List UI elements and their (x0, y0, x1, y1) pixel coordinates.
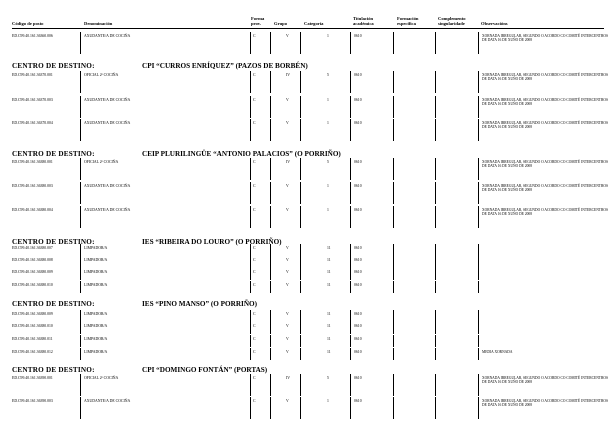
cell-code: ED.C99.40.161.36390.001 (12, 376, 53, 380)
column-divider (250, 397, 251, 419)
cell-denom: AXUDANTE/A DE COCIÑA (84, 121, 131, 125)
column-divider (435, 310, 436, 322)
column-divider (478, 374, 479, 396)
column-divider (270, 397, 271, 419)
cell-tit: 0610 (354, 73, 362, 77)
column-divider (350, 182, 351, 204)
column-divider (300, 281, 301, 293)
cell-tit: 0610 (354, 98, 362, 102)
column-divider (478, 158, 479, 180)
column-divider (435, 32, 436, 54)
cell-tit: 0610 (354, 350, 362, 354)
column-divider (350, 281, 351, 293)
column-divider (300, 374, 301, 396)
cell-denom: AXUDANTE/A DE COCIÑA (84, 184, 131, 188)
column-divider (478, 281, 479, 293)
centre-name: CPI “DOMINGO FONTÁN” (PORTAS) (142, 366, 268, 374)
column-divider (300, 335, 301, 347)
column-divider (478, 397, 479, 419)
column-divider (270, 281, 271, 293)
column-divider (478, 96, 479, 118)
cell-tit: 0610 (354, 160, 362, 164)
column-divider (350, 96, 351, 118)
column-divider (250, 158, 251, 180)
column-divider (270, 348, 271, 360)
centre-name: IES “RIBEIRA DO LOURO” (O PORRIÑO) (142, 238, 282, 246)
header-categoria: Categoría (304, 21, 324, 26)
cell-code: ED.C99.40.161.36380.004 (12, 208, 53, 212)
cell-tit: 0610 (354, 121, 362, 125)
cell-tit: 0610 (354, 246, 362, 250)
column-divider (435, 268, 436, 280)
cell-tit: 0610 (354, 324, 362, 328)
column-divider (300, 348, 301, 360)
column-divider (435, 119, 436, 141)
cell-cat: 1 (327, 208, 329, 212)
column-divider (478, 335, 479, 347)
column-divider (300, 397, 301, 419)
column-divider (80, 71, 81, 93)
cell-denom: AXUDANTE/A DE COCIÑA (84, 34, 131, 38)
cell-code: ED.C99.40.161.36380.009 (12, 312, 53, 316)
centre-name: CEIP PLURILINGÜE “ANTONIO PALACIOS” (O PORRIÑO) (142, 150, 341, 158)
column-divider (270, 71, 271, 93)
column-divider (350, 206, 351, 228)
cell-grupo: V (286, 283, 289, 287)
cell-forma: C (253, 73, 256, 77)
column-divider (250, 71, 251, 93)
cell-tit: 0610 (354, 312, 362, 316)
column-divider (80, 119, 81, 141)
column-divider (393, 32, 394, 54)
column-divider (80, 374, 81, 396)
cell-grupo: V (286, 312, 289, 316)
cell-grupo: V (286, 324, 289, 328)
column-divider (250, 335, 251, 347)
cell-denom: LIMPADOR/A (84, 270, 108, 274)
cell-forma: C (253, 324, 256, 328)
column-divider (250, 281, 251, 293)
cell-forma: C (253, 160, 256, 164)
header-grupo: Grupo (274, 21, 288, 26)
column-divider (270, 119, 271, 141)
cell-tit: 0610 (354, 283, 362, 287)
cell-cat: 1 (327, 121, 329, 125)
header-formacion-1: Formación (397, 16, 419, 21)
column-divider (435, 374, 436, 396)
cell-code: ED.C99.40.161.36380.010 (12, 283, 53, 287)
column-divider (435, 322, 436, 334)
column-divider (393, 158, 394, 180)
cell-grupo: V (286, 337, 289, 341)
column-divider (250, 32, 251, 54)
column-divider (270, 32, 271, 54)
centre-label: CENTRO DE DESTINO: (12, 238, 95, 246)
cell-cat: 1 (327, 34, 329, 38)
cell-denom: OFICIAL 2ª COCIÑA (84, 376, 119, 380)
cell-observaciones: MEDIA XORNADA (482, 350, 513, 354)
cell-tit: 0610 (354, 34, 362, 38)
column-divider (478, 32, 479, 54)
column-divider (250, 310, 251, 322)
cell-code: ED.C99.40.161.36370.003 (12, 98, 53, 102)
column-divider (435, 335, 436, 347)
column-divider (80, 206, 81, 228)
column-divider (270, 335, 271, 347)
centre-label: CENTRO DE DESTINO: (12, 150, 95, 158)
column-divider (270, 256, 271, 268)
cell-tit: 0610 (354, 208, 362, 212)
header-denominacion: Denominación (84, 21, 113, 26)
header-complemento-1: Complemento (438, 16, 466, 21)
column-divider (393, 335, 394, 347)
column-divider (80, 310, 81, 322)
column-divider (393, 119, 394, 141)
cell-denom: OFICIAL 2ª COCIÑA (84, 73, 119, 77)
centre-label: CENTRO DE DESTINO: (12, 62, 95, 70)
cell-forma: C (253, 270, 256, 274)
column-divider (435, 71, 436, 93)
cell-code: ED.C99.40.161.36360.006 (12, 34, 53, 38)
column-divider (250, 348, 251, 360)
cell-tit: 0610 (354, 270, 362, 274)
cell-cat: 1 (327, 399, 329, 403)
cell-code: ED.C99.40.161.36370.001 (12, 73, 53, 77)
cell-forma: C (253, 34, 256, 38)
column-divider (270, 96, 271, 118)
column-divider (478, 256, 479, 268)
cell-cat: 11 (327, 283, 331, 287)
column-divider (80, 397, 81, 419)
column-divider (350, 71, 351, 93)
column-divider (393, 96, 394, 118)
column-divider (435, 256, 436, 268)
column-divider (80, 348, 81, 360)
cell-cat: 11 (327, 324, 331, 328)
cell-forma: C (253, 98, 256, 102)
cell-cat: 5 (327, 376, 329, 380)
column-divider (250, 374, 251, 396)
column-divider (393, 244, 394, 256)
cell-forma: C (253, 337, 256, 341)
column-divider (300, 268, 301, 280)
cell-denom: AXUDANTE/A DE COCIÑA (84, 399, 131, 403)
column-divider (393, 348, 394, 360)
column-divider (478, 244, 479, 256)
column-divider (393, 322, 394, 334)
cell-forma: C (253, 312, 256, 316)
cell-observaciones: XORNADA IRREGULAR, SEGUNDO O ACORDO CO COMITÉ INTERCENTROS DE DATA 16 DE XUÑO DE 2008 (482, 376, 608, 385)
column-divider (393, 397, 394, 419)
column-divider (435, 96, 436, 118)
cell-denom: LIMPADOR/A (84, 324, 108, 328)
centre-name: CPI “CURROS ENRÍQUEZ” (PAZOS DE BORBÉN) (142, 62, 308, 70)
column-divider (393, 374, 394, 396)
column-divider (270, 268, 271, 280)
cell-code: ED.C99.40.161.36380.009 (12, 270, 53, 274)
cell-observaciones: XORNADA IRREGULAR, SEGUNDO O ACORDO CO COMITÉ INTERCENTROS DE DATA 16 DE XUÑO DE 2008 (482, 121, 608, 130)
cell-denom: OFICIAL 2ª COCIÑA (84, 160, 119, 164)
centre-label: CENTRO DE DESTINO: (12, 366, 95, 374)
column-divider (80, 158, 81, 180)
cell-grupo: V (286, 184, 289, 188)
cell-denom: LIMPADOR/A (84, 350, 108, 354)
cell-grupo: V (286, 399, 289, 403)
column-divider (350, 158, 351, 180)
column-divider (350, 348, 351, 360)
column-divider (435, 206, 436, 228)
column-divider (435, 397, 436, 419)
cell-grupo: IV (286, 376, 291, 380)
column-divider (393, 268, 394, 280)
header-titulacion-1: Titulación (353, 16, 374, 21)
cell-denom: LIMPADOR/A (84, 283, 108, 287)
header-observaciones: Observacións (481, 21, 508, 26)
cell-tit: 0610 (354, 399, 362, 403)
header-titulacion-2: académica (353, 21, 374, 26)
column-divider (80, 182, 81, 204)
cell-observaciones: XORNADA IRREGULAR, SEGUNDO O ACORDO CO COMITÉ INTERCENTROS DE DATA 16 DE XUÑO DE 2008 (482, 73, 608, 82)
cell-observaciones: XORNADA IRREGULAR, SEGUNDO O ACORDO CO COMITÉ INTERCENTROS DE DATA 16 DE XUÑO DE 2008 (482, 399, 608, 408)
header-forma: Forma (251, 16, 265, 21)
cell-forma: C (253, 376, 256, 380)
column-divider (478, 310, 479, 322)
column-divider (435, 281, 436, 293)
column-divider (80, 281, 81, 293)
cell-grupo: V (286, 98, 289, 102)
column-divider (350, 244, 351, 256)
column-divider (80, 96, 81, 118)
cell-grupo: V (286, 258, 289, 262)
cell-forma: C (253, 121, 256, 125)
cell-forma: C (253, 258, 256, 262)
cell-cat: 11 (327, 246, 331, 250)
column-divider (270, 374, 271, 396)
column-divider (300, 206, 301, 228)
cell-code: ED.C99.40.161.36380.010 (12, 324, 53, 328)
cell-code: ED.C99.40.161.36380.003 (12, 184, 53, 188)
column-divider (300, 310, 301, 322)
cell-forma: C (253, 208, 256, 212)
column-divider (478, 119, 479, 141)
column-divider (270, 182, 271, 204)
column-divider (80, 244, 81, 256)
column-divider (435, 244, 436, 256)
cell-observaciones: XORNADA IRREGULAR, SEGUNDO O ACORDO CO COMITÉ INTERCENTROS DE DATA 16 DE XUÑO DE 2008 (482, 160, 608, 169)
cell-observaciones: XORNADA IRREGULAR, SEGUNDO O ACORDO CO COMITÉ INTERCENTROS DE DATA 16 DE XUÑO DE 2008 (482, 34, 608, 43)
column-divider (350, 32, 351, 54)
column-divider (250, 182, 251, 204)
column-divider (270, 322, 271, 334)
column-divider (393, 310, 394, 322)
header-complemento-2: singularidade (438, 21, 465, 26)
cell-grupo: V (286, 246, 289, 250)
cell-denom: LIMPADOR/A (84, 337, 108, 341)
column-divider (478, 348, 479, 360)
cell-cat: 5 (327, 73, 329, 77)
column-divider (350, 310, 351, 322)
cell-forma: C (253, 350, 256, 354)
centre-name: IES “PINO MANSO” (O PORRIÑO) (142, 300, 258, 308)
column-divider (80, 32, 81, 54)
column-divider (393, 256, 394, 268)
column-divider (270, 206, 271, 228)
cell-grupo: V (286, 270, 289, 274)
header-formacion-2: específica (397, 21, 416, 26)
column-divider (270, 310, 271, 322)
header-rule (12, 28, 604, 29)
column-divider (300, 158, 301, 180)
column-divider (250, 322, 251, 334)
column-divider (80, 322, 81, 334)
cell-code: ED.C99.40.161.36380.008 (12, 258, 53, 262)
column-divider (478, 322, 479, 334)
cell-denom: LIMPADOR/A (84, 258, 108, 262)
column-divider (393, 281, 394, 293)
cell-cat: 11 (327, 270, 331, 274)
column-divider (350, 256, 351, 268)
column-divider (350, 335, 351, 347)
cell-forma: C (253, 283, 256, 287)
column-divider (250, 268, 251, 280)
column-divider (350, 268, 351, 280)
column-divider (300, 256, 301, 268)
column-divider (250, 244, 251, 256)
cell-forma: C (253, 184, 256, 188)
cell-code: ED.C99.40.161.36380.007 (12, 246, 53, 250)
cell-cat: 11 (327, 350, 331, 354)
centre-label: CENTRO DE DESTINO: (12, 300, 95, 308)
cell-cat: 11 (327, 258, 331, 262)
cell-cat: 11 (327, 337, 331, 341)
column-divider (250, 96, 251, 118)
column-divider (300, 182, 301, 204)
column-divider (435, 182, 436, 204)
column-divider (300, 119, 301, 141)
cell-tit: 0610 (354, 258, 362, 262)
column-divider (393, 182, 394, 204)
cell-tit: 0610 (354, 376, 362, 380)
column-divider (350, 322, 351, 334)
column-divider (300, 96, 301, 118)
cell-grupo: V (286, 121, 289, 125)
cell-denom: AXUDANTE/A DE COCIÑA (84, 208, 131, 212)
cell-cat: 1 (327, 98, 329, 102)
column-divider (250, 119, 251, 141)
column-divider (270, 158, 271, 180)
column-divider (300, 244, 301, 256)
column-divider (250, 256, 251, 268)
cell-grupo: V (286, 34, 289, 38)
cell-grupo: V (286, 208, 289, 212)
column-divider (300, 322, 301, 334)
cell-cat: 5 (327, 160, 329, 164)
cell-grupo: IV (286, 73, 291, 77)
column-divider (80, 256, 81, 268)
cell-grupo: V (286, 350, 289, 354)
column-divider (435, 348, 436, 360)
cell-denom: AXUDANTE/A DE COCIÑA (84, 98, 131, 102)
column-divider (300, 71, 301, 93)
column-divider (478, 71, 479, 93)
column-divider (270, 244, 271, 256)
cell-cat: 1 (327, 184, 329, 188)
cell-observaciones: XORNADA IRREGULAR, SEGUNDO O ACORDO CO COMITÉ INTERCENTROS DE DATA 16 DE XUÑO DE 2008 (482, 208, 608, 217)
cell-code: ED.C99.40.161.36370.004 (12, 121, 53, 125)
column-divider (435, 158, 436, 180)
cell-grupo: IV (286, 160, 291, 164)
column-divider (393, 206, 394, 228)
cell-code: ED.C99.40.161.36380.012 (12, 350, 53, 354)
cell-code: ED.C99.40.161.36380.001 (12, 160, 53, 164)
column-divider (478, 182, 479, 204)
cell-code: ED.C99.40.161.36390.003 (12, 399, 53, 403)
column-divider (80, 335, 81, 347)
column-divider (350, 119, 351, 141)
column-divider (478, 206, 479, 228)
column-divider (300, 32, 301, 54)
cell-forma: C (253, 399, 256, 403)
column-divider (80, 268, 81, 280)
cell-forma: C (253, 246, 256, 250)
cell-observaciones: XORNADA IRREGULAR, SEGUNDO O ACORDO CO COMITÉ INTERCENTROS DE DATA 16 DE XUÑO DE 2008 (482, 184, 608, 193)
column-divider (350, 374, 351, 396)
cell-denom: LIMPADOR/A (84, 312, 108, 316)
cell-tit: 0610 (354, 184, 362, 188)
cell-denom: LIMPADOR/A (84, 246, 108, 250)
column-divider (350, 397, 351, 419)
cell-code: ED.C99.40.161.36380.011 (12, 337, 53, 341)
cell-cat: 11 (327, 312, 331, 316)
column-divider (250, 206, 251, 228)
column-divider (393, 71, 394, 93)
column-divider (478, 268, 479, 280)
cell-observaciones: XORNADA IRREGULAR, SEGUNDO O ACORDO CO COMITÉ INTERCENTROS DE DATA 16 DE XUÑO DE 2008 (482, 98, 608, 107)
cell-tit: 0610 (354, 337, 362, 341)
header-prov: prov. (251, 21, 261, 26)
header-codigo: Código de posto (12, 21, 44, 26)
